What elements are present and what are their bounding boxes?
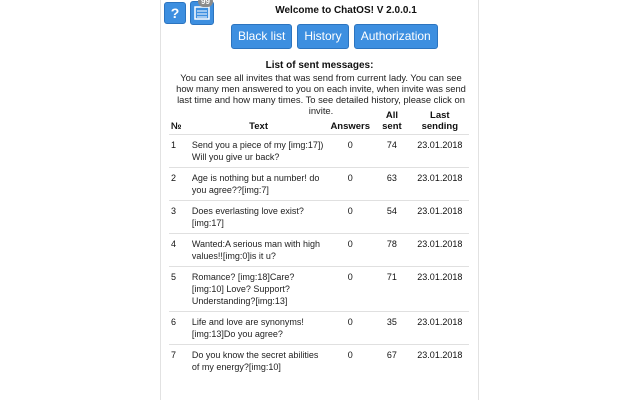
- row-text[interactable]: Does everlasting love exist?[img:17]: [190, 201, 328, 234]
- section-description: You can see all invites that was send from current lady. You can see how many men answered to you on each invite, when invite was send last time and how many times. To see detailed history, please click on invite.: [176, 72, 466, 116]
- row-last-sending: 23.01.2018: [411, 345, 469, 378]
- black-list-button[interactable]: Black list: [231, 24, 292, 49]
- table-header-row: [169, 108, 469, 135]
- inbox-count-badge: 99: [198, 0, 213, 7]
- row-last-sending: 23.01.2018: [411, 201, 469, 234]
- inbox-button[interactable]: [190, 1, 214, 25]
- row-answers: 0: [327, 135, 373, 168]
- chatos-panel: [160, 0, 479, 400]
- section-title: List of sent messages:: [265, 60, 374, 71]
- row-num: 1: [169, 135, 190, 168]
- row-last-sending: 23.01.2018: [411, 312, 469, 345]
- table-row[interactable]: [169, 312, 469, 345]
- row-all-sent: 74: [373, 135, 411, 168]
- help-button[interactable]: [164, 2, 186, 24]
- authorization-button[interactable]: Authorization: [354, 24, 438, 49]
- header-text: Text: [249, 121, 268, 132]
- header-num: №: [171, 121, 182, 132]
- row-all-sent: 71: [373, 267, 411, 312]
- row-last-sending: 23.01.2018: [411, 168, 469, 201]
- help-icon: ?: [170, 5, 180, 21]
- row-num: 4: [169, 234, 190, 267]
- table-row[interactable]: [169, 168, 469, 201]
- row-text[interactable]: Romance? [img:18]Care?[img:10] Love? Support? Understanding?[img:13]: [190, 267, 328, 312]
- nav-bar: [231, 24, 438, 49]
- page-title: Welcome to ChatOS! V 2.0.0.1: [275, 5, 417, 16]
- row-num: 5: [169, 267, 190, 312]
- table-row[interactable]: [169, 234, 469, 267]
- row-text[interactable]: Do you know the secret abilities of my energy?[img:10]: [190, 345, 328, 378]
- header-answers: Answers: [330, 121, 371, 132]
- inbox-icon: [194, 6, 210, 20]
- row-answers: 0: [327, 201, 373, 234]
- row-text[interactable]: Wanted:A serious man with high values!![img:0]is it u?: [190, 234, 328, 267]
- row-all-sent: 54: [373, 201, 411, 234]
- row-last-sending: 23.01.2018: [411, 234, 469, 267]
- table-row[interactable]: [169, 345, 469, 378]
- row-last-sending: 23.01.2018: [411, 135, 469, 168]
- row-all-sent: 63: [373, 168, 411, 201]
- row-all-sent: 67: [373, 345, 411, 378]
- row-answers: 0: [327, 267, 373, 312]
- row-all-sent: 78: [373, 234, 411, 267]
- header-all-sent: All sent: [382, 110, 402, 132]
- row-num: 3: [169, 201, 190, 234]
- row-answers: 0: [327, 345, 373, 378]
- row-text[interactable]: Life and love are synonyms![img:13]Do you agree?: [190, 312, 328, 345]
- row-answers: 0: [327, 312, 373, 345]
- row-text[interactable]: Send you a piece of my [img:17]) Will you give ur back?: [190, 135, 328, 168]
- history-button[interactable]: History: [297, 24, 348, 49]
- row-answers: 0: [327, 168, 373, 201]
- header-last-sending: Last sending: [421, 110, 459, 132]
- table-row[interactable]: [169, 267, 469, 312]
- sent-messages-table: [169, 108, 469, 377]
- table-row[interactable]: [169, 135, 469, 168]
- row-text[interactable]: Age is nothing but a number! do you agree??[img:7]: [190, 168, 328, 201]
- row-answers: 0: [327, 234, 373, 267]
- table-row[interactable]: [169, 201, 469, 234]
- row-num: 6: [169, 312, 190, 345]
- row-num: 7: [169, 345, 190, 378]
- row-last-sending: 23.01.2018: [411, 267, 469, 312]
- row-num: 2: [169, 168, 190, 201]
- row-all-sent: 35: [373, 312, 411, 345]
